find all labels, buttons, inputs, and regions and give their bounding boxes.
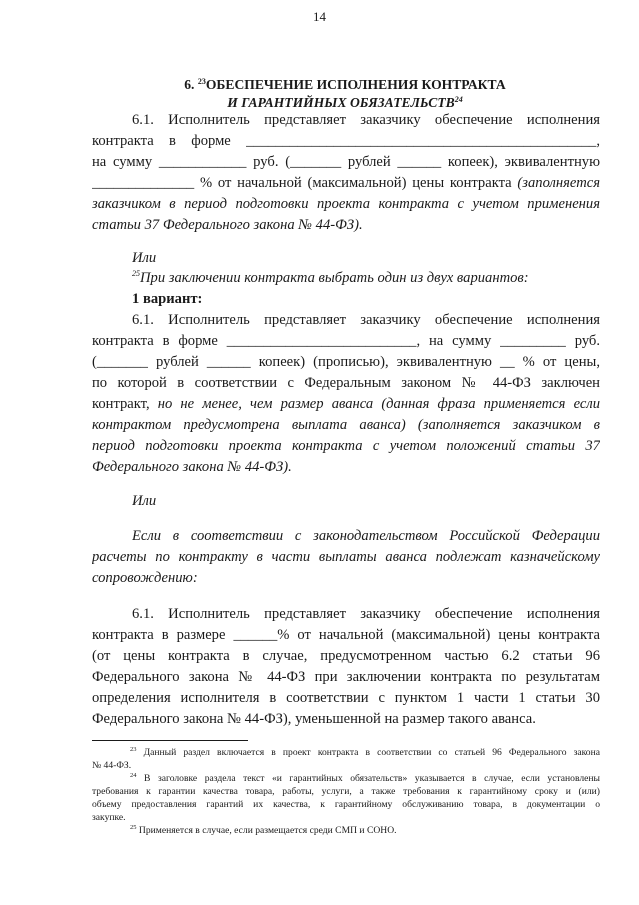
p1-line-4-text: ______________ % от начальной (максимальной) цены контракта [92,175,512,191]
p2-line-2: контракта в форме __________________________, на сумму _________ руб. [92,333,600,349]
heading-line-2: И ГАРАНТИЙНЫХ ОБЯЗАТЕЛЬСТВ [227,95,455,110]
p1-line-2: контракта в форме ________________________________________________, [92,133,600,149]
footnote-24-line-2: требования к гарантии качества товара, работы, услуги, а также требования к гарантийному сроку и (или) [92,786,600,797]
p4-line-1: 6.1. Исполнитель представляет заказчику обеспечение исполнения [132,606,600,622]
p4-line-4: Федерального закона № 44-ФЗ при заключении контракта по результатам [92,669,600,685]
p1-line-1: 6.1. Исполнитель представляет заказчику обеспечение исполнения [132,112,600,128]
p1-line-6: статьи 37 Федерального закона № 44-ФЗ). [92,217,363,233]
footnote-separator [92,740,248,741]
choose-variant-text: При заключении контракта выбрать один из двух вариантов: [140,270,529,286]
p4-line-2: контракта в размере ______% от начальной (максимальной) цены контракта [92,627,600,643]
p2-line-4: по которой в соответствии с Федеральным законом № 44-ФЗ заключен [92,375,600,391]
p2-line-5-italic: но не менее, чем размер аванса (данная фраза применяется если [157,396,600,412]
p1-line-4-italic: (заполняется [511,175,600,191]
or-label-1: Или [132,250,157,266]
footnote-24-line-1 [130,772,600,785]
footnote-25-number: 25 [130,824,137,831]
p2-line-5-text: контракт, [92,396,158,412]
p1-line-3: на сумму ____________ руб. (_______ рублей ______ копеек), эквивалентную [92,154,600,170]
choose-variant-note [132,268,600,288]
p2-line-5 [92,394,600,414]
p4-line-3: (от цены контракта в случае, предусмотренном частью 6.2 статьи 96 [92,648,600,664]
p2-line-3: (_______ рублей ______ копеек) (прописью), эквивалентную __ % от цены, [92,354,600,370]
footnote-23-number: 23 [130,746,137,753]
p1-line-5: заказчиком в период подготовки проекта контракта с учетом применения [92,196,600,212]
footnote-25-line [130,824,600,837]
footnote-24-line-3: объему предоставления гарантий их качества, к гарантийному обслуживанию товара, в документации о [92,799,600,810]
p2-line-8: Федерального закона № 44-ФЗ). [92,459,292,475]
footnote-24-line-4: закупке. [92,812,126,823]
footnote-24-text-a: В заголовке раздела текст «и гарантийных обязательств» указывается в случае, если установлены [136,773,600,784]
section-heading [90,76,600,112]
footnote-24-number: 24 [130,772,137,779]
footnote-23-line-2: № 44-ФЗ. [92,760,132,771]
heading-number: 6. [184,77,198,92]
variant-1-label: 1 вариант: [132,291,203,307]
p2-line-1: 6.1. Исполнитель представляет заказчику обеспечение исполнения [132,312,600,328]
footnote-ref-24: 24 [454,95,463,104]
footnote-25-text: Применяется в случае, если размещается среди СМП и СОНО. [136,825,397,836]
p4-line-6: Федерального закона № 44-ФЗ), уменьшенной на размер такого аванса. [92,711,536,727]
p3-line-2: расчеты по контракту в части выплаты аванса подлежат казначейскому [92,549,600,565]
footnote-ref-25: 25 [132,269,140,278]
p2-line-7: период подготовки проекта контракта с учетом положений статьи 37 [92,438,600,454]
footnote-23-text-a: Данный раздел включается в проект контракта в соответствии со статьей 96 Федерального закона [136,747,600,758]
p3-line-3: сопровождению: [92,570,198,586]
footnote-23-line-1 [130,746,600,759]
page-number: 14 [313,9,326,24]
heading-line-1: ОБЕСПЕЧЕНИЕ ИСПОЛНЕНИЯ КОНТРАКТА [205,77,506,92]
p2-line-6: контрактом предусмотрена выплата аванса) (заполняется заказчиком в [92,417,600,433]
footnote-ref-23: 23 [197,77,206,86]
or-label-2: Или [132,493,157,509]
p4-line-5: определения исполнителя в соответствии с пунктом 1 части 1 статьи 30 [92,690,600,706]
p3-line-1: Если в соответствии с законодательством Российской Федерации [132,528,600,544]
p1-line-4 [92,173,600,193]
